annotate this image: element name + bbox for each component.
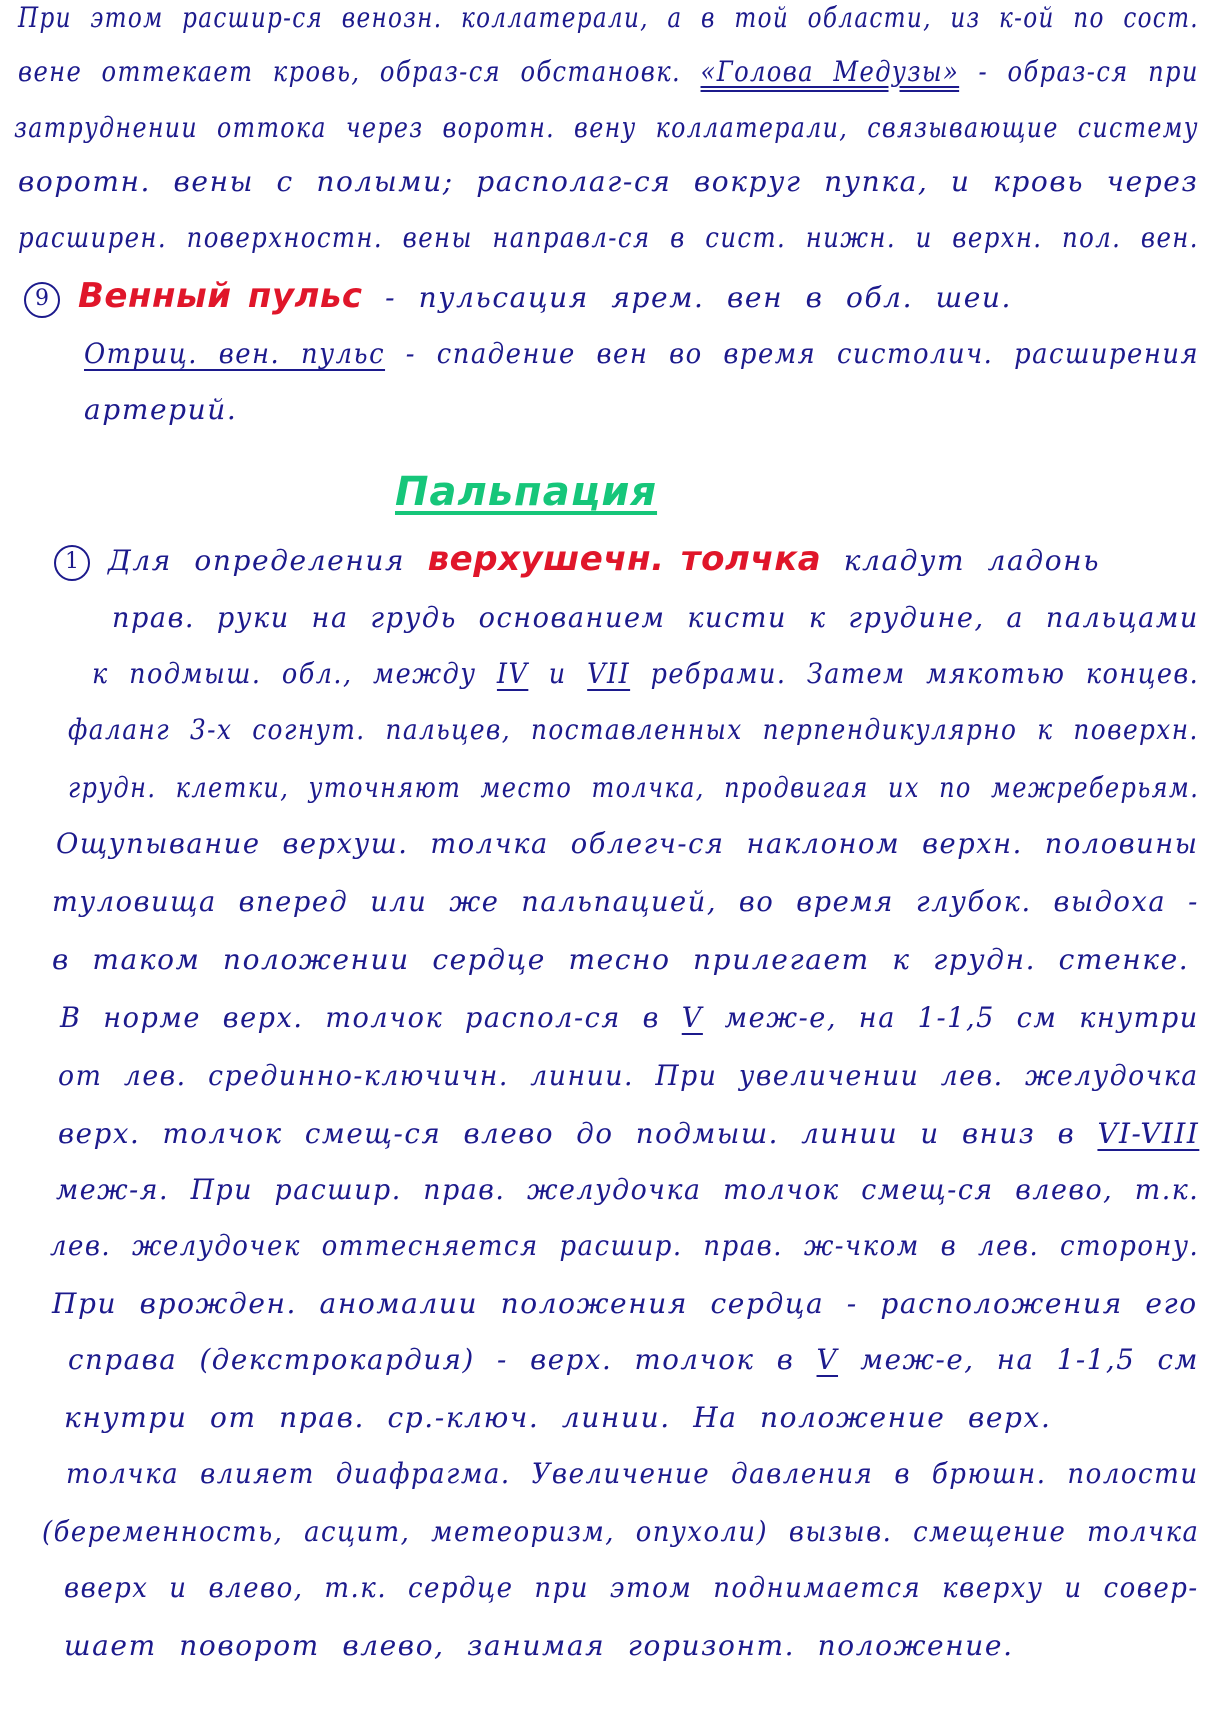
item-number-9: 9 [24, 282, 60, 318]
golova-meduzy-term: «Голова Медузы» [700, 55, 960, 88]
text-line-3: затруднении оттока через воротн. вену коллатерали, связывающие систему [14, 111, 1199, 144]
heading-apex-beat: верхушечн. толчка [427, 539, 822, 579]
text-line-22: лев. желудочек оттесняется расшир. прав. ж-чком в лев. сторону. [50, 1229, 1200, 1262]
text-line-24: справа (декстрокардия) - верх. толчок в V меж-е, на 1-1,5 см [68, 1343, 1199, 1376]
text-line-2: вене оттекает кровь, образ-ся обстановк. «Голова Медузы» - образ-ся при [18, 55, 1199, 88]
text-line-27: (беременность, асцит, метеоризм, опухоли) вызыв. смещение толчка [42, 1515, 1200, 1548]
apex-beat-line: 1 Для определения верхушечн. толчка кладут ладонь [54, 535, 1100, 583]
text-line-26: толчка влияет диафрагма. Увеличение давления в брюшн. полости [66, 1457, 1199, 1490]
venous-pulse-line: 9 Венный пульс - пульсация ярем. вен в обл. шеи. [24, 272, 1012, 320]
item-number-1: 1 [54, 545, 90, 581]
text-line-12: к подмыш. обл., между IV и VII ребрами. Затем мякотью концев. [92, 657, 1200, 690]
text-line-8: артерий. [84, 393, 238, 426]
text-line-28: вверх и влево, т.к. сердце при этом поднимается кверху и совер- [64, 1571, 1199, 1604]
text-line-18: В норме верх. толчок распол-ся в V меж-е, на 1-1,5 см кнутри [60, 1001, 1199, 1034]
text-line-16: туловища вперед или же пальпацией, во время глубок. выдоха - [52, 885, 1199, 918]
negative-venous-pulse-term: Отриц. вен. пульс [84, 337, 386, 370]
text-line-15: Ощупывание верхуш. толчка облегч-ся наклоном верхн. половины [56, 827, 1199, 860]
text-line-23: При врожден. аномалии положения сердца - расположения его [52, 1287, 1198, 1320]
text-line-14: грудн. клетки, уточняют место толчка, продвигая их по межреберьям. [68, 771, 1200, 804]
heading-venous-pulse: Венный пульс [78, 276, 363, 316]
text-line-11: прав. руки на грудь основанием кисти к грудине, а пальцами [112, 601, 1199, 634]
text-line-5: расширен. поверхностн. вены направл-ся в сист. нижн. и верхн. пол. вен. [18, 221, 1199, 254]
text-line-17: в таком положении сердце тесно прилегает к грудн. стенке. [52, 943, 1190, 976]
text-line-13: фаланг 3-х согнут. пальцев, поставленных перпендикулярно к поверхн. [68, 713, 1199, 746]
text-line-20: верх. толчок смещ-ся влево до подмыш. линии и вниз в VI-VIII [58, 1117, 1200, 1150]
text-line-29: шает поворот влево, занимая горизонт. положение. [64, 1629, 1014, 1662]
text-line-25: кнутри от прав. ср.-ключ. линии. На положение верх. [64, 1401, 1052, 1434]
text-line-4: воротн. вены с полыми; располаг-ся вокруг пупка, и кровь через [18, 165, 1199, 198]
section-title [395, 462, 657, 522]
text-line-1: При этом расшир-ся венозн. коллатерали, а в той области, из к-ой по сост. [18, 1, 1199, 34]
heading-palpation: Пальпация [395, 469, 658, 515]
text-line-19: от лев. срединно-ключичн. линии. При увеличении лев. желудочка [58, 1059, 1199, 1092]
text-line-21: меж-я. При расшир. прав. желудочка толчок смещ-ся влево, т.к. [56, 1173, 1200, 1206]
text-line-7: Отриц. вен. пульс - спадение вен во время систолич. расширения [84, 337, 1200, 370]
